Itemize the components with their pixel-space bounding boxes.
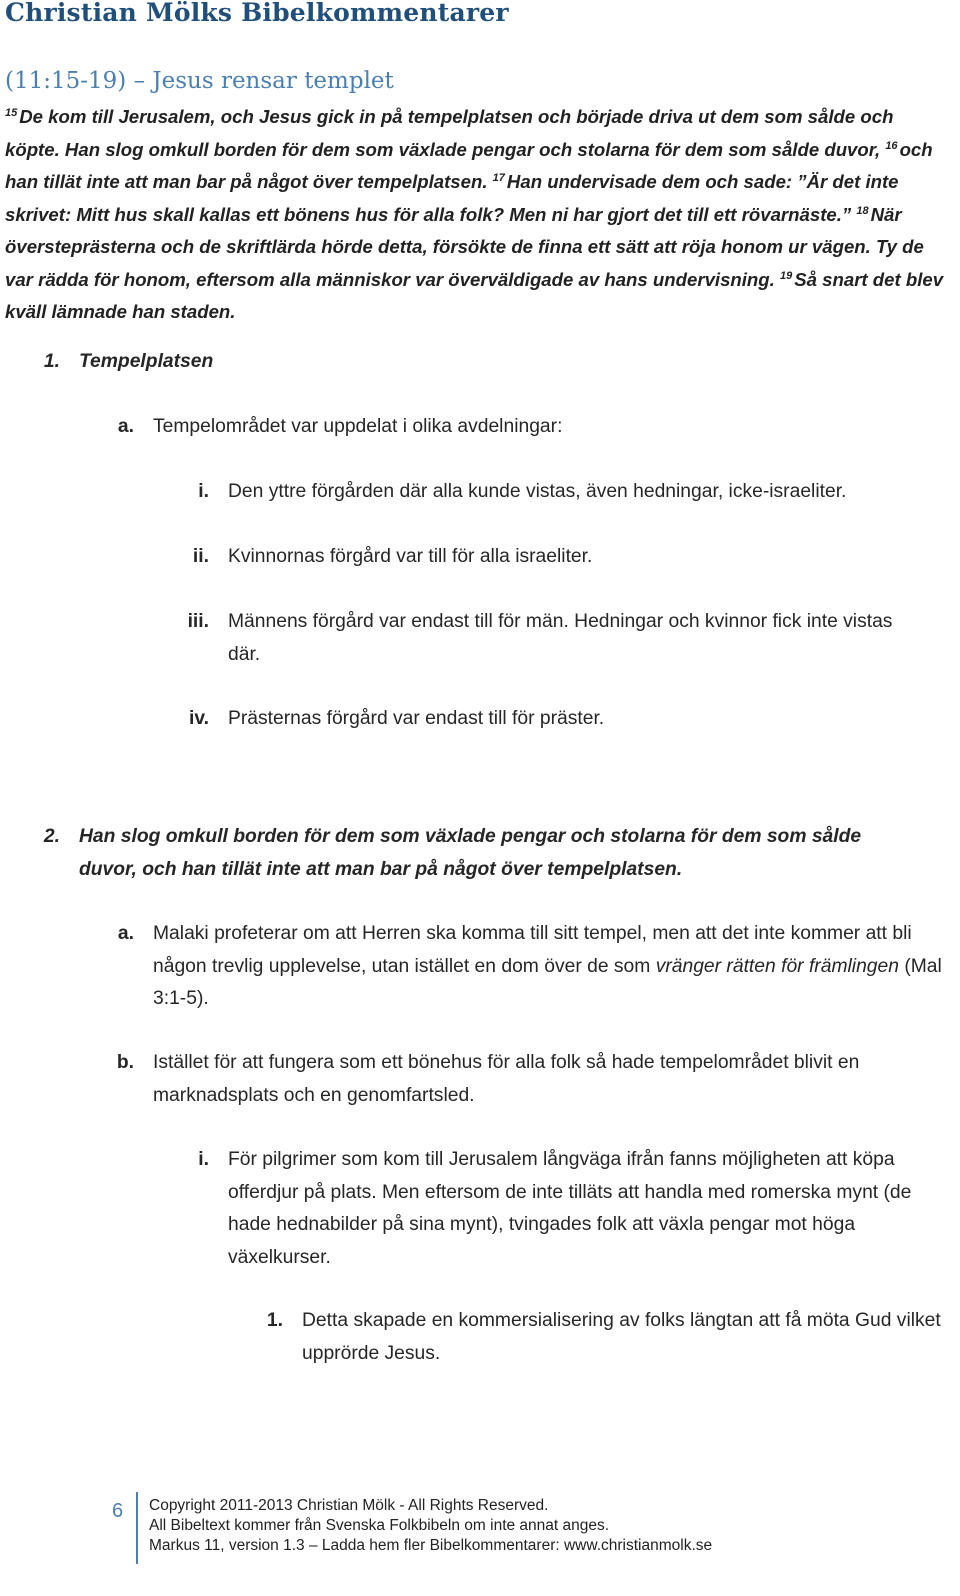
section-heading: (11:15-19) – Jesus rensar templet (5, 68, 394, 94)
verse-number: 17 (492, 172, 505, 184)
list-marker: a. (117, 416, 134, 437)
list-marker: ii. (192, 546, 209, 567)
list-item-text: Kvinnornas förgård var till för alla israeliter. (228, 546, 593, 567)
list-marker: 1. (266, 1310, 283, 1331)
list-item-text: Prästernas förgård var endast till för präster. (228, 708, 605, 729)
list-item-text: För pilgrimer som kom till Jerusalem långväga ifrån fanns möjligheten att köpa offerdjur på plats. Men eftersom de inte tilläts att handla med romerska mynt (de hade hednabilder på sina mynt), tvingades folk att växla pengar mot höga växelkurser. (228, 1149, 912, 1268)
list-item-text (153, 918, 948, 1016)
text-run: (Mal 3:1-5). (153, 955, 942, 1009)
verse-text: De kom till Jerusalem, och Jesus gick in på tempelplatsen och började driva ut dem som sålde och köpte. Han slog omkull borden för dem som växlade pengar och stolarna för dem som sålde duvor, (5, 106, 894, 160)
verse-text: Han undervisade dem och sade: ”Är det inte skrivet: Mitt hus skall kallas ett bönens hus för alla folk? Men ni har gjort det till ett rövarnäste.” (5, 171, 899, 225)
verse-text: Så snart det blev kväll lämnade han staden. (5, 268, 944, 322)
list-item-text: Tempelplatsen (79, 351, 214, 372)
list-item-text: Den yttre förgården där alla kunde vistas, även hedningar, icke-israeliter. (228, 481, 847, 502)
list-marker: 2. (43, 826, 60, 847)
footer-source-note: All Bibeltext kommer från Svenska Folkbibeln om inte annat anges. (149, 1517, 610, 1534)
list-marker: i. (198, 481, 209, 502)
list-marker: b. (116, 1052, 134, 1073)
text-run: Malaki profeterar om att Herren ska komma till sitt tempel, men att det inte kommer att bli någon trevlig upplevelse, utan istället en dom över de som (153, 923, 912, 977)
scripture-passage (5, 101, 953, 329)
footer-divider (136, 1492, 138, 1564)
list-item-text: Istället för att fungera som ett bönehus för alla folk så hade tempelområdet blivit en marknadsplats och en genomfartsled. (153, 1052, 860, 1106)
list-marker: 1. (43, 351, 60, 372)
list-marker: iv. (188, 708, 209, 729)
footer-copyright: Copyright 2011-2013 Christian Mölk - All Rights Reserved. (149, 1497, 549, 1514)
list-item-text: Han slog omkull borden för dem som växlade pengar och stolarna för dem som sålde duvor, och han tillät inte att man bar på något över tempelplatsen. (79, 826, 862, 880)
footer-page-number: 6 (112, 1500, 124, 1522)
list-item-text: Tempelområdet var uppdelat i olika avdelningar: (153, 416, 563, 437)
verse-number: 15 (5, 107, 18, 119)
list-marker: iii. (187, 611, 209, 632)
list-marker: a. (117, 923, 134, 944)
document-title: Christian Mölks Bibelkommentarer (5, 0, 509, 27)
list-item-text: Männens förgård var endast till för män. Hedningar och kvinnor fick inte vistas där. (228, 611, 893, 665)
footer-version: Markus 11, version 1.3 – Ladda hem fler Bibelkommentarer: www.christianmolk.se (149, 1537, 713, 1554)
list-marker: i. (198, 1149, 209, 1170)
verse-text: och han tillät inte att man bar på något över tempelplatsen. (5, 138, 933, 192)
footer (149, 1496, 712, 1556)
verse-text: När översteprästerna och de skriftlärda hörde detta, försökte de finna ett sätt att röja honom ur vägen. Ty de var rädda för honom, eftersom alla människor var överväldigade av hans undervisning. (5, 203, 924, 290)
list-item-text: Detta skapade en kommersialisering av folks längtan att få möta Gud vilket upprörde Jesus. (302, 1310, 941, 1364)
verse-number: 19 (780, 269, 793, 282)
text-run-italic: vränger rätten för främlingen (655, 955, 899, 977)
verse-number: 18 (856, 204, 869, 217)
verse-number: 16 (885, 139, 898, 152)
